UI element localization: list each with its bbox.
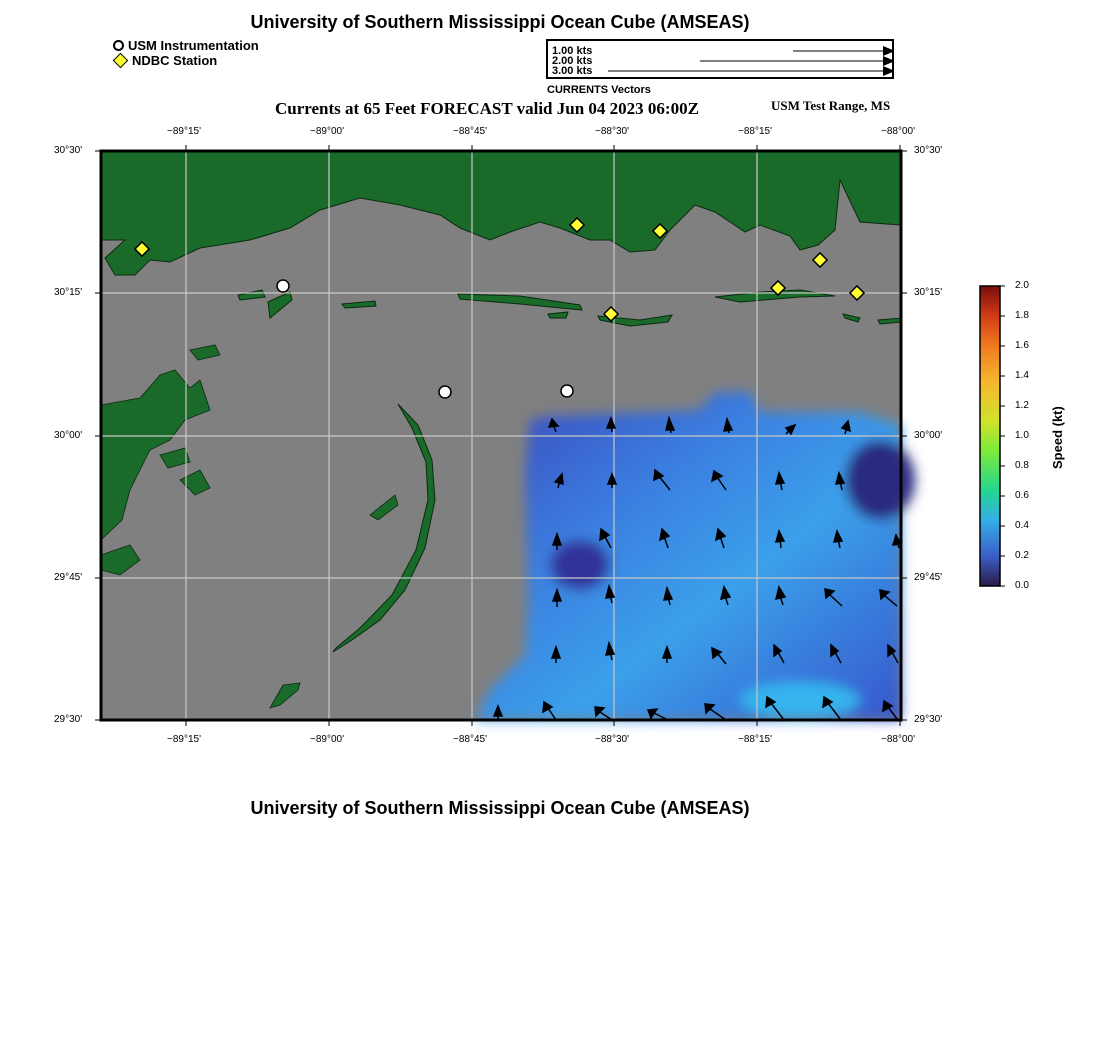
lat-label-left: 30°15' [54,287,83,298]
lon-label-bottom: −88°00' [881,734,915,745]
vector-scale-1kt: 1.00 kts [552,45,593,57]
map-subtitle: Currents at 65 Feet FORECAST valid Jun 04 2023 06:00Z [275,99,699,118]
lon-label-bottom: −88°15' [738,734,772,745]
lon-label-top: −89°15' [167,126,201,137]
lat-label-left: 29°45' [54,572,83,583]
colorbar-tick-label: 0.2 [1015,550,1029,561]
colorbar-tick-label: 0.6 [1015,490,1029,501]
legend-usm-label: USM Instrumentation [128,38,259,53]
lon-label-top: −89°00' [310,126,344,137]
footer-title: University of Southern Mississippi Ocean Cube (AMSEAS) [250,798,750,818]
lon-label-top: −88°45' [453,126,487,137]
colorbar [975,280,1015,590]
lon-label-bottom: −88°45' [453,734,487,745]
lon-label-top: −88°00' [881,126,915,137]
lat-label-left: 29°30' [54,714,83,725]
lat-label-right: 30°30' [914,145,943,156]
vector-caption: CURRENTS Vectors [547,84,651,96]
usm-instrument-marker [439,386,451,398]
colorbar-tick-label: 1.8 [1015,310,1029,321]
colorbar-tick-label: 0.8 [1015,460,1029,471]
colorbar-tick-label: 0.0 [1015,580,1029,591]
usm-instrument-marker [561,385,573,397]
lat-label-right: 30°15' [914,287,943,298]
lon-label-bottom: −89°15' [167,734,201,745]
vector-scale-3kt: 3.00 kts [552,65,593,77]
colorbar-tick-label: 2.0 [1015,280,1029,291]
lon-label-bottom: −88°30' [595,734,629,745]
colorbar-tick-label: 1.2 [1015,400,1029,411]
colorbar-title: Speed (kt) [1050,406,1065,469]
colorbar-tick-label: 1.0 [1015,430,1029,441]
vector-scale-2kt: 2.00 kts [552,55,593,67]
usm-instrument-marker [277,280,289,292]
colorbar-gradient [980,286,1000,586]
colorbar-tick-label: 0.4 [1015,520,1029,531]
lon-label-bottom: −89°00' [310,734,344,745]
region-label: USM Test Range, MS [771,98,891,113]
lat-label-left: 30°00' [54,430,83,441]
lat-label-right: 29°30' [914,714,943,725]
colorbar-tick-label: 1.6 [1015,340,1029,351]
lon-label-top: −88°15' [738,126,772,137]
lat-label-right: 30°00' [914,430,943,441]
legend-ndbc-label: NDBC Station [132,53,218,68]
current-field [475,392,915,720]
lat-label-left: 30°30' [54,145,83,156]
lon-label-top: −88°30' [595,126,629,137]
colorbar-tick-label: 1.4 [1015,370,1029,381]
lat-label-right: 29°45' [914,572,943,583]
map-title: University of Southern Mississippi Ocean Cube (AMSEAS) [250,12,750,32]
